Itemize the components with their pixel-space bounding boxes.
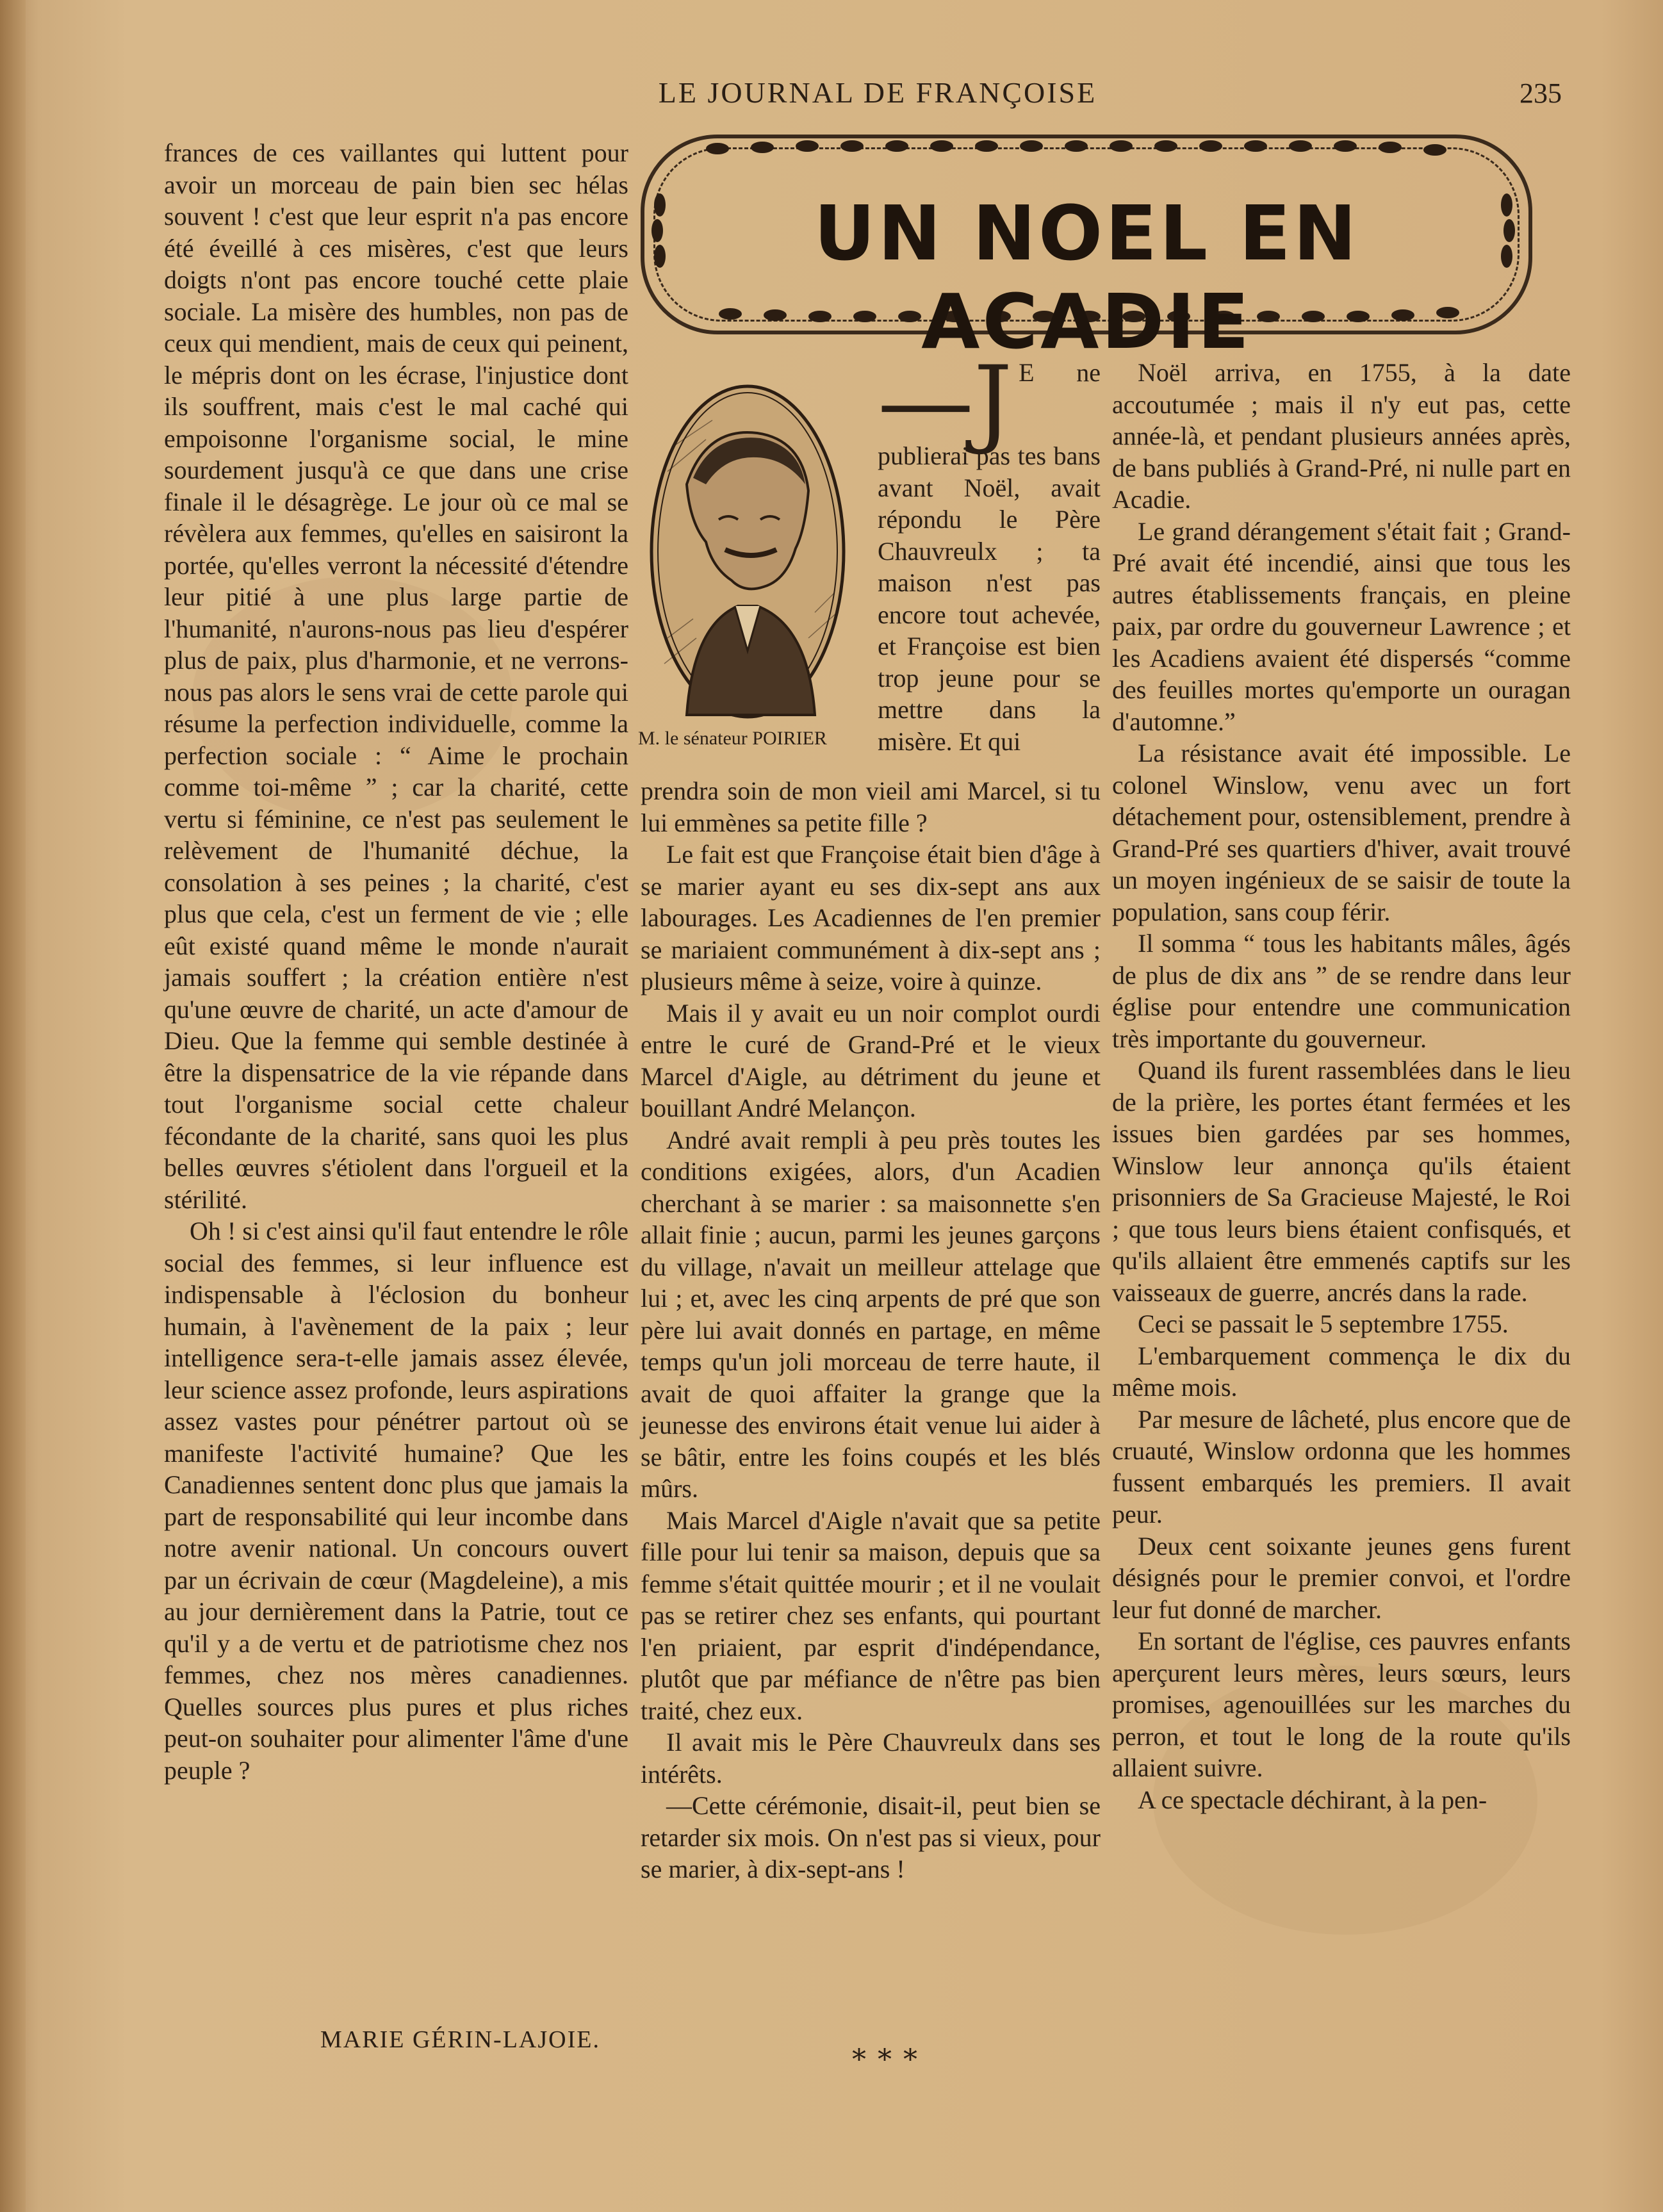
author-signature: MARIE GÉRIN-LAJOIE. (320, 2026, 600, 2053)
right-paragraph: Noël arriva, en 1755, à la date accoutumée ; mais il n'y eut pas, cette année-là, et pendant plusieurs années après, de bans publiés à Grand-Pré, ni nulle part en Acadie. (1112, 358, 1571, 514)
mid-paragraph: Le fait est que Françoise était bien d'âge à se marier ayant eu ses dix-sept ans aux labourages. Les Acadiennes de l'en premier se mariaient communément à dix-sept ans ; plusieurs même à seize, voire à quinze. (641, 840, 1101, 995)
middle-column (641, 775, 1101, 1885)
portrait-caption: M. le sénateur POIRIER (638, 728, 827, 749)
right-paragraph: La résistance avait été impossible. Le colonel Winslow, venu avec un fort détachement pour, ostensiblement, prendre à Grand-Pré ses quartiers d'hiver, avait trouvé un moyen ingénieux de se saisir de toute la population, sans coup férir. (1112, 739, 1571, 926)
article-title: UN NOEL EN ACADIE (814, 189, 1359, 366)
right-paragraph: Par mesure de lâcheté, plus encore que de cruauté, Winslow ordonna que les hommes fussent embarqués les premiers. Il avait peur. (1112, 1404, 1571, 1528)
drop-cap-letter: J (974, 346, 1013, 457)
page-number: 235 (1520, 78, 1562, 109)
mid-paragraph: Mais il y avait eu un noir complot ourdi entre le curé de Grand-Pré et le vieux Marcel d'Aigle, au détriment du jeune et bouillant André Melançon. (641, 998, 1101, 1122)
right-paragraph: Quand ils furent rassemblées dans le lieu de la prière, les portes étant fermées et les issues bien gardées par ses hommes, Winslow leur annonça qu'ils étaient prisonniers de Sa Gracieuse Majesté, le Roi ; que tous leurs biens étaient confisqués, et qu'ils allaient être emmenés captifs sur les vaisseaux de guerre, ancrés dans la rade. (1112, 1056, 1571, 1307)
running-title: LE JOURNAL DE FRANÇOISE (658, 76, 1097, 109)
left-paragraph: Oh ! si c'est ainsi qu'il faut entendre le rôle social des femmes, si leur influence est indispensable à l'éclosion du bonheur humain, à l'avènement de la paix ; leur intelligence sera-t-elle jamais assez élevée, leur science assez profonde, leurs aspirations assez vastes pour pénétrer partout où se manifeste l'activité humaine? Que les Canadiennes sentent donc plus que jamais la part de responsabilité qui leur incombe dans notre avenir national. Un concours ouvert par un écrivain de cœur (Magdeleine), a mis au jour dernièrement dans la Patrie, tout ce qu'il y a de vertu et de patriotisme chez nos femmes, chez nos mères canadiennes. Quelles sources plus pures et plus riches peut-on souhaiter pour alimenter l'âme d'une peuple ? (164, 1217, 628, 1785)
mid-paragraph: Il avait mis le Père Chauvreulx dans ses intérêts. (641, 1728, 1101, 1789)
article-opening (878, 346, 1101, 757)
right-paragraph: Il somma “ tous les habitants mâles, âgés de plus de dix ans ” de se rendre dans leur église pour entendre une communication très importante du gouverneur. (1112, 929, 1571, 1053)
right-paragraph: Deux cent soixante jeunes gens furent désignés pour le premier convoi, et l'ordre leur fut donné de marcher. (1112, 1531, 1571, 1624)
mid-paragraph: André avait rempli à peu près toutes les conditions exigées, alors, d'un Acadien cherchant à se marier : sa maisonnette s'en allait finie ; aucun, parmi les jeunes garçons du village, n'avait un meilleur attelage que lui ; et, avec les cinq arpents de pré que son père lui avait donnés en partage, en même temps qu'un joli morceau de terre haute, il avait de quoi affaiter la grange que la jeunesse des environs était venue lui aider à se bâtir, entre les foins coupés et les blés mûrs. (641, 1125, 1101, 1503)
portrait-illustration-icon (648, 382, 847, 721)
page-spine-shadow (0, 0, 26, 2212)
mid-paragraph: prendra soin de mon vieil ami Marcel, si tu lui emmènes sa petite fille ? (641, 776, 1101, 837)
left-paragraph: frances de ces vaillantes qui luttent pour avoir un morceau de pain bien sec hélas souvent ! c'est que leur esprit n'a pas encore été éveillé à ces misères, c'est que leurs doigts n'ont pas encore touché cette plaie sociale. La misère des humbles, non pas de ceux qui mendient, mais de ceux qui peinent, le mépris dont on les écrase, l'injustice dont ils souffrent, mais c'est le mal caché qui empoisonne l'organisme social, le mine sourdement jusqu'à ce que dans une crise finale il le désagrège. Le jour où ce mal se révèlera aux femmes, qu'elles en saisiront la portée, qu'elles verront la nécessité d'étendre leur pitié à une plus large partie de l'humanité, n'aurons-nous pas lieu d'espérer plus de paix, plus d'harmonie, et ne verrons-nous pas alors le sens vrai de cette parole qui résume la perfection individuelle, comme la perfection sociale : “ Aime le prochain comme toi-même ” ; car la charité, cette vertu si féminine, ce n'est pas seulement le relèvement de l'humanité déchue, la consolation à ses peines ; la charité, c'est plus que cela, c'est un ferment de vie ; elle eût existé quand même le monde n'aurait jamais souffert ; la création entière n'est qu'une œuvre de charité, un acte d'amour de Dieu. Que la femme qui semble destinée à être la dispensatrice de la vie répande dans tout l'organisme social cette chaleur fécondante de la charité, sans quoi les plus belles œuvres s'étiolent dans l'orgueil et la stérilité. (164, 138, 628, 1214)
mid-paragraph: Mais Marcel d'Aigle n'avait que sa petite fille pour lui tenir sa maison, depuis que sa femme s'était quittée mourir ; et il ne voulait pas se retirer chez ses enfants, qui pourtant l'en priaient, par esprit d'indépendance, plutôt que par méfiance de n'être pas bien traité, chez eux. (641, 1505, 1101, 1725)
mid-paragraph: —Cette cérémonie, disait-il, peut bien se retarder six mois. On n'est pas si vieux, pour se marier, à dix-sept-ans ! (641, 1791, 1101, 1883)
drop-cap: —J (878, 346, 1013, 457)
section-asterism: * * * (852, 2044, 919, 2076)
right-paragraph: Ceci se passait le 5 septembre 1755. (1138, 1309, 1509, 1338)
right-column (1112, 357, 1571, 1815)
right-paragraph: Le grand dérangement s'était fait ; Grand-Pré avait été incendié, ainsi que tous les autres établissements français, en pleine paix, par ordre du gouverneur Lawrence ; et les Acadiens avaient été dispersés “comme des feuilles mortes qu'emporte un ouragan d'automne.” (1112, 516, 1571, 736)
right-paragraph: A ce spectacle déchirant, à la pen- (1138, 1785, 1487, 1814)
engraved-portrait-icon (648, 382, 847, 721)
opening-text: E ne publierai pas tes bans avant Noël, avait répondu le Père Chauvreulx ; ta maison n'est pas encore tout achevée, et Françoise est bien trop jeune pour se mettre dans la misère. Et qui (878, 358, 1101, 756)
right-paragraph: En sortant de l'église, ces pauvres enfants aperçurent leurs mères, leurs sœurs, leurs promises, agenouillées sur les marches du perron, et tout le long de la route qu'ils allaient suivre. (1112, 1626, 1571, 1782)
right-paragraph: L'embarquement commença le dix du même mois. (1112, 1341, 1571, 1402)
left-column (164, 137, 628, 1786)
